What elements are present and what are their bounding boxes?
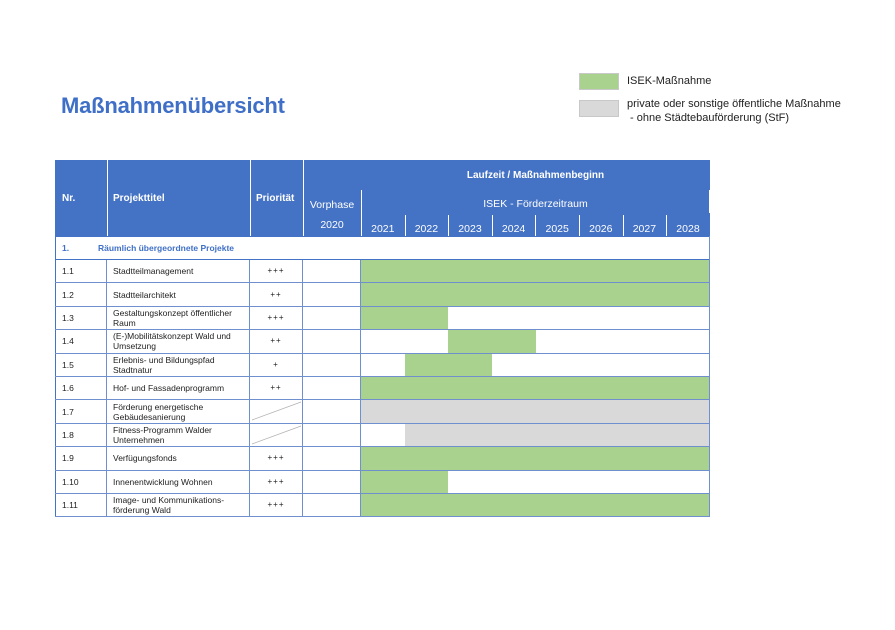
- row-priority: +++: [250, 260, 303, 282]
- row-title: Stadtteilarchitekt: [107, 283, 250, 305]
- row-number: 1.2: [55, 283, 107, 305]
- row-timeline: [361, 354, 710, 376]
- row-title: Image- und Kommunikations-förderung Wald: [107, 494, 250, 516]
- row-title: Innenentwicklung Wohnen: [107, 471, 250, 493]
- header-prephase: Vorphase: [309, 199, 355, 211]
- table-right-border: [709, 236, 710, 517]
- row-prephase: [303, 330, 361, 352]
- row-priority: ++: [250, 283, 303, 305]
- section-title: Räumlich übergeordnete Projekte: [98, 243, 235, 253]
- table-row: [55, 424, 710, 447]
- row-priority: ++: [250, 330, 303, 352]
- row-priority: +++: [250, 447, 303, 469]
- gantt-bar-isek: [361, 260, 710, 282]
- table-row: [55, 447, 710, 470]
- section-nr: 1.: [62, 243, 70, 253]
- row-timeline: [361, 377, 710, 399]
- row-number: 1.4: [55, 330, 107, 352]
- table-row: [55, 283, 710, 306]
- row-prephase: [303, 424, 361, 446]
- gantt-bar-isek: [361, 447, 710, 469]
- row-timeline: [361, 471, 710, 493]
- gantt-bar-isek: [361, 377, 710, 399]
- header-divider: [361, 190, 362, 236]
- row-title: Stadtteilmanagement: [107, 260, 250, 282]
- row-priority: ++: [250, 377, 303, 399]
- row-prephase: [303, 494, 361, 516]
- header-priority: Priorität: [256, 193, 295, 204]
- row-prephase: [303, 400, 361, 422]
- row-prephase: [303, 283, 361, 305]
- row-timeline: [361, 494, 710, 516]
- row-priority: +: [250, 354, 303, 376]
- gantt-bar-isek: [361, 471, 448, 493]
- gantt-bar-isek: [361, 494, 710, 516]
- row-priority: +++: [250, 471, 303, 493]
- table-row: [55, 260, 710, 283]
- row-number: 1.11: [55, 494, 107, 516]
- header-divider: [666, 215, 667, 236]
- header-title: Projekttitel: [113, 193, 165, 204]
- header-year: 2024: [501, 223, 526, 235]
- header-divider: [303, 160, 304, 236]
- row-number: 1.3: [55, 307, 107, 329]
- legend-label-private: private oder sonstige öffentliche Maßnahme - ohne Städtebauförderung (StF): [627, 98, 841, 124]
- header-runtime: Laufzeit / Maßnahmenbeginn: [466, 170, 605, 181]
- table-row: [55, 494, 710, 517]
- row-prephase: [303, 471, 361, 493]
- header-divider: [709, 190, 710, 213]
- row-timeline: [361, 283, 710, 305]
- header-prephase-year: 2020: [320, 219, 344, 231]
- row-title: Hof- und Fassadenprogramm: [107, 377, 250, 399]
- row-priority: +++: [250, 494, 303, 516]
- row-prephase: [303, 354, 361, 376]
- empty-diagonal: [250, 400, 303, 422]
- row-timeline: [361, 307, 710, 329]
- header-year: 2027: [632, 223, 657, 235]
- header-year: 2028: [676, 223, 700, 235]
- header-divider: [535, 215, 536, 236]
- header-year: 2026: [589, 223, 613, 235]
- header-year: 2021: [371, 223, 395, 235]
- row-priority: [250, 424, 303, 446]
- row-number: 1.1: [55, 260, 107, 282]
- header-nr: Nr.: [62, 193, 76, 204]
- header-divider: [448, 215, 449, 236]
- table-row: [55, 354, 710, 377]
- gantt-bar-private: [361, 400, 710, 422]
- row-timeline: [361, 400, 710, 422]
- header-divider: [107, 160, 108, 236]
- gantt-bar-isek: [361, 307, 448, 329]
- row-title: Erlebnis- und Bildungspfad Stadtnatur: [107, 354, 250, 376]
- header-divider: [250, 160, 251, 236]
- header-funding: ISEK - Förderzeitraum: [483, 198, 588, 210]
- table-row: [55, 400, 710, 423]
- header-divider: [623, 215, 624, 236]
- legend-swatch-private: [579, 100, 619, 117]
- row-timeline: [361, 447, 710, 469]
- table-row: [55, 471, 710, 494]
- row-priority: +++: [250, 307, 303, 329]
- row-title: Fitness-Programm Walder Unternehmen: [107, 424, 250, 446]
- row-title: Gestaltungskonzept öffentlicher Raum: [107, 307, 250, 329]
- gantt-bar-isek: [448, 330, 535, 352]
- section-row: [55, 236, 710, 260]
- row-priority: [250, 400, 303, 422]
- header-divider: [579, 215, 580, 236]
- legend-swatch-isek: [579, 73, 619, 90]
- header-divider: [492, 215, 493, 236]
- row-prephase: [303, 307, 361, 329]
- legend-label-isek: ISEK-Maßnahme: [627, 75, 712, 87]
- row-prephase: [303, 260, 361, 282]
- page-title: Maßnahmenübersicht: [61, 93, 285, 118]
- row-timeline: [361, 260, 710, 282]
- row-number: 1.6: [55, 377, 107, 399]
- gantt-bar-private: [405, 424, 710, 446]
- row-number: 1.5: [55, 354, 107, 376]
- row-number: 1.7: [55, 400, 107, 422]
- table-row: [55, 377, 710, 400]
- table-row: [55, 330, 710, 353]
- row-number: 1.10: [55, 471, 107, 493]
- row-title: (E-)Mobilitätskonzept Wald und Umsetzung: [107, 330, 250, 352]
- header-year: 2025: [545, 223, 569, 235]
- row-prephase: [303, 377, 361, 399]
- row-prephase: [303, 447, 361, 469]
- header-year: 2022: [414, 223, 439, 235]
- table-header: [55, 160, 710, 236]
- row-title: Förderung energetische Gebäudesanierung: [107, 400, 250, 422]
- row-timeline: [361, 330, 710, 352]
- gantt-bar-isek: [405, 354, 492, 376]
- row-title: Verfügungsfonds: [107, 447, 250, 469]
- row-number: 1.8: [55, 424, 107, 446]
- header-year: 2023: [458, 223, 482, 235]
- header-divider: [405, 215, 406, 236]
- gantt-bar-isek: [361, 283, 710, 305]
- table-row: [55, 307, 710, 330]
- empty-diagonal: [250, 424, 303, 446]
- row-number: 1.9: [55, 447, 107, 469]
- row-timeline: [361, 424, 710, 446]
